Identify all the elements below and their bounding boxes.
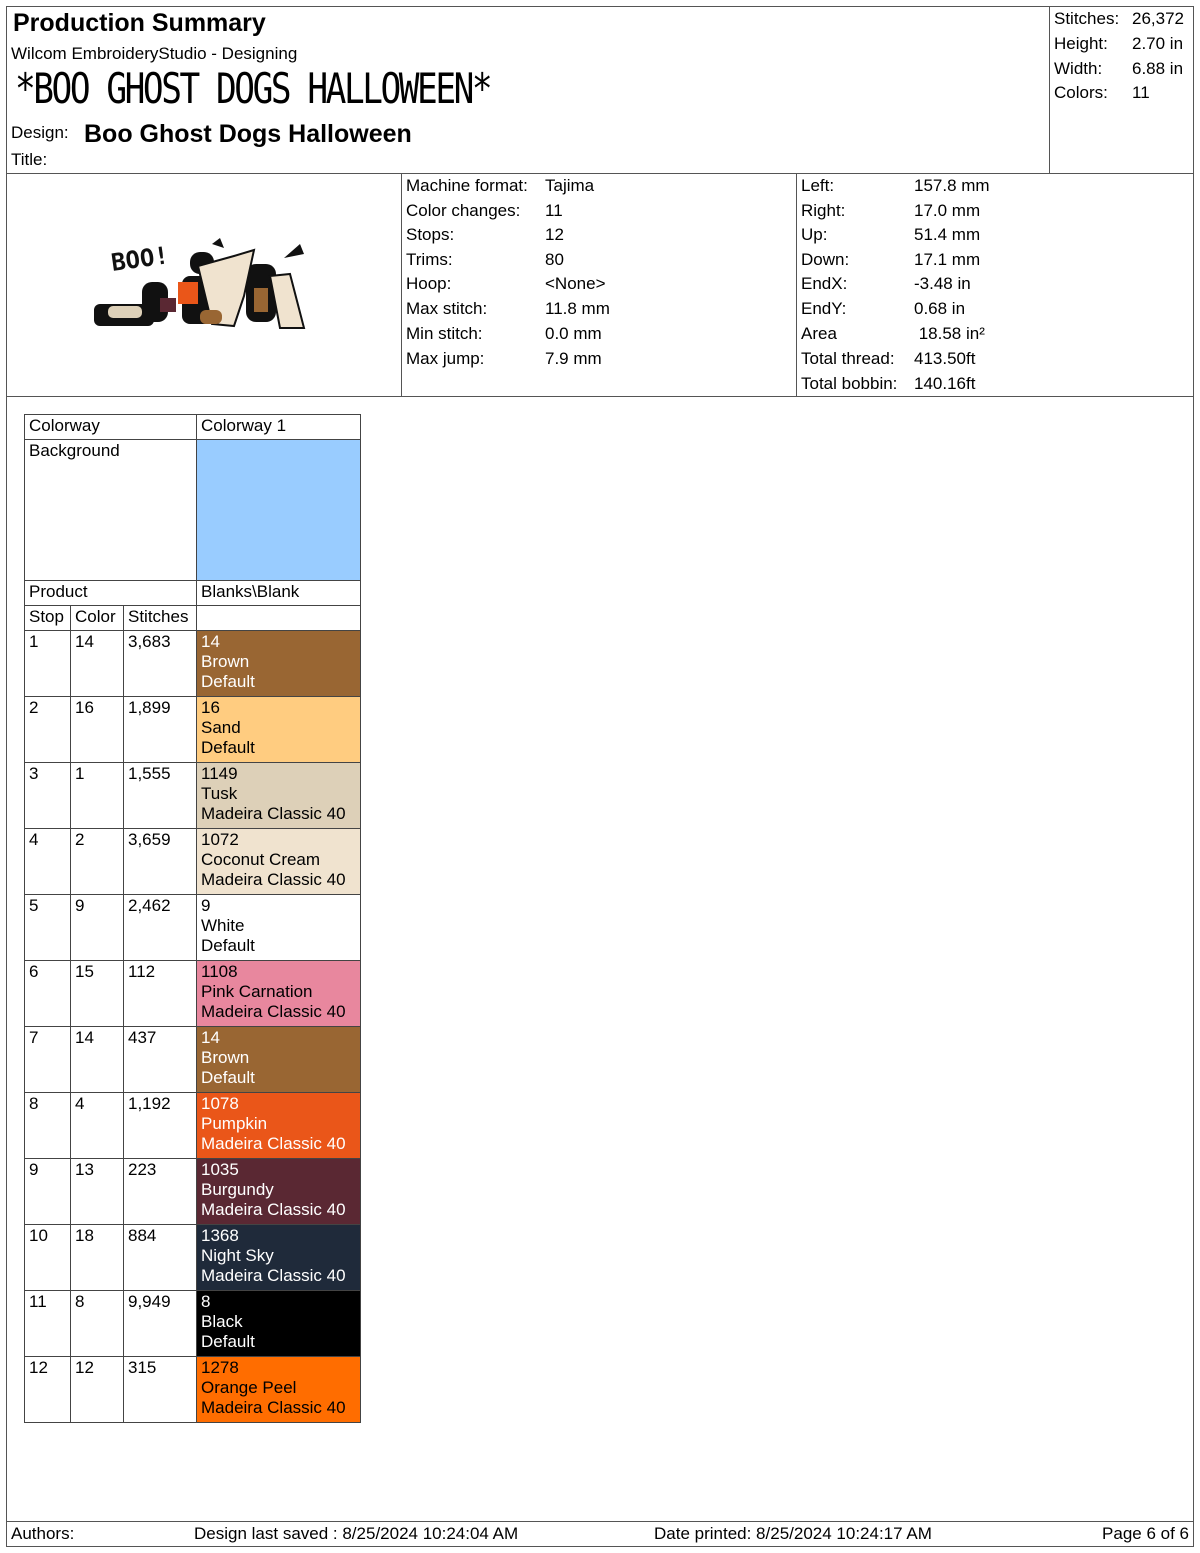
thread-swatch: [197, 1027, 361, 1093]
cell-color: 13: [71, 1159, 124, 1225]
area-row: [801, 324, 985, 344]
cell-stop: 5: [25, 895, 71, 961]
info-label: Down:: [801, 250, 850, 269]
thread-code: 1072: [201, 830, 239, 849]
info-label: EndX:: [801, 274, 848, 293]
cell-stitches: 884: [124, 1225, 197, 1291]
thread-swatch: [197, 961, 361, 1027]
cell-stitches: 437: [124, 1027, 197, 1093]
thread-chart: Madeira Classic 40: [201, 804, 346, 823]
info-label: Color changes:: [406, 201, 521, 220]
thread-chart: Madeira Classic 40: [201, 1200, 346, 1219]
info-label: Total bobbin:: [801, 374, 898, 393]
divider: [401, 174, 402, 397]
stat-label: Stitches:: [1054, 9, 1120, 28]
cell-stop: 4: [25, 829, 71, 895]
table-row: [25, 763, 361, 829]
table-row: [25, 1027, 361, 1093]
endx-row: [801, 274, 971, 294]
colorway-label: Colorway: [25, 415, 197, 440]
table-row: [25, 1225, 361, 1291]
thread-name: Coconut Cream: [201, 850, 321, 869]
thread-chart: Default: [201, 738, 255, 757]
cell-color: 4: [71, 1093, 124, 1159]
stat-value: 6.88 in: [1132, 59, 1184, 78]
app-name: Wilcom EmbroideryStudio - Designing: [11, 44, 298, 63]
info-label: EndY:: [801, 299, 847, 318]
left-row: [801, 176, 990, 196]
table-row: [25, 1093, 361, 1159]
info-value: 7.9 mm: [545, 349, 602, 368]
up-row: [801, 225, 981, 245]
table-row: [25, 829, 361, 895]
stat-colors: [1054, 83, 1150, 103]
thread-chart: Default: [201, 672, 255, 691]
right-row: [801, 201, 981, 221]
cell-color: 9: [71, 895, 124, 961]
thread-code: 1078: [201, 1094, 239, 1113]
cell-stitches: 112: [124, 961, 197, 1027]
down-row: [801, 250, 981, 270]
table-row: [25, 631, 361, 697]
background-row: [25, 440, 361, 581]
cell-stop: 7: [25, 1027, 71, 1093]
cell-stitches: 315: [124, 1357, 197, 1423]
info-label: Total thread:: [801, 349, 895, 368]
cell-color: 2: [71, 829, 124, 895]
info-label: Machine format:: [406, 176, 528, 195]
cell-stop: 10: [25, 1225, 71, 1291]
thread-chart: Default: [201, 936, 255, 955]
thread-swatch: [197, 1291, 361, 1357]
cell-stitches: 2,462: [124, 895, 197, 961]
info-value: <None>: [545, 274, 606, 293]
stats-box: [1049, 6, 1194, 174]
info-value: 51.4 mm: [914, 225, 981, 244]
thread-swatch: [197, 1159, 361, 1225]
info-value: 80: [545, 250, 564, 269]
thread-chart: Madeira Classic 40: [201, 1002, 346, 1021]
thread-chart: Default: [201, 1068, 255, 1087]
cell-stitches: 3,659: [124, 829, 197, 895]
info-label: Stops:: [406, 225, 455, 244]
cell-stop: 9: [25, 1159, 71, 1225]
color-changes-row: [406, 201, 563, 221]
thread-swatch: [197, 763, 361, 829]
thread-code: 9: [201, 896, 211, 915]
header-stop: Stop: [25, 606, 71, 631]
cell-color: 14: [71, 631, 124, 697]
footer-date-printed: Date printed: 8/25/2024 10:24:17 AM: [654, 1524, 932, 1543]
thread-code: 1108: [201, 962, 238, 981]
info-value: 17.0 mm: [914, 201, 981, 220]
cell-stitches: 223: [124, 1159, 197, 1225]
thread-chart: Default: [201, 1332, 255, 1351]
endy-row: [801, 299, 966, 319]
stat-label: Colors:: [1054, 83, 1108, 102]
thread-name: White: [201, 916, 245, 935]
cell-color: 1: [71, 763, 124, 829]
cell-color: 12: [71, 1357, 124, 1423]
max-jump-row: [406, 349, 602, 369]
thread-code: 14: [201, 632, 220, 651]
info-label: Right:: [801, 201, 846, 220]
thread-name: Sand: [201, 718, 241, 737]
header-swatch: [197, 606, 361, 631]
footer-authors: Authors:: [11, 1524, 75, 1543]
total-thread-row: [801, 349, 976, 369]
stat-value: 2.70 in: [1132, 34, 1184, 53]
thread-code: 14: [201, 1028, 220, 1047]
machine-format-row: [406, 176, 595, 196]
hoop-row: [406, 274, 606, 294]
thread-name: Night Sky: [201, 1246, 274, 1265]
thread-code: 1278: [201, 1358, 239, 1377]
stat-value: 11: [1132, 83, 1150, 102]
footer: [6, 1521, 1194, 1547]
cell-stitches: 1,192: [124, 1093, 197, 1159]
info-label: Up:: [801, 225, 828, 244]
cell-stitches: 3,683: [124, 631, 197, 697]
info-label: Hoop:: [406, 274, 452, 293]
info-value: 413.50ft: [914, 349, 976, 368]
preview-boo-text: BOO!: [109, 241, 171, 277]
info-value: 18.58 in²: [914, 324, 985, 343]
cell-color: 14: [71, 1027, 124, 1093]
cell-stitches: 1,899: [124, 697, 197, 763]
table-row: [25, 961, 361, 1027]
header-color: Color: [71, 606, 124, 631]
cell-stop: 6: [25, 961, 71, 1027]
info-value: -3.48 in: [914, 274, 971, 293]
cell-stop: 11: [25, 1291, 71, 1357]
total-bobbin-row: [801, 374, 976, 394]
thread-name: Pumpkin: [201, 1114, 268, 1133]
thread-swatch: [197, 829, 361, 895]
cell-color: 16: [71, 697, 124, 763]
product-row: [25, 581, 361, 606]
footer-last-saved: Design last saved : 8/25/2024 10:24:04 AM: [194, 1524, 519, 1543]
cell-stop: 2: [25, 697, 71, 763]
stat-height: [1054, 34, 1184, 54]
info-value: 12: [545, 225, 564, 244]
thread-name: Burgundy: [201, 1180, 274, 1199]
colorway-row: [25, 415, 361, 440]
colorway-value: Colorway 1: [197, 415, 361, 440]
colorway-table: [24, 414, 361, 1423]
thread-name: Tusk: [201, 784, 238, 803]
stat-label: Width:: [1054, 59, 1103, 78]
cell-color: 18: [71, 1225, 124, 1291]
thread-code: 8: [201, 1292, 211, 1311]
cell-stop: 3: [25, 763, 71, 829]
thread-name: Brown: [201, 652, 250, 671]
info-value: 0.0 mm: [545, 324, 602, 343]
info-value: 0.68 in: [914, 299, 966, 318]
stat-width: [1054, 59, 1184, 79]
max-stitch-row: [406, 299, 610, 319]
title-label: Title:: [11, 150, 48, 169]
stops-row: [406, 225, 564, 245]
stat-stitches: [1054, 9, 1184, 29]
design-label: Design:: [11, 123, 69, 142]
info-value: 11.8 mm: [545, 299, 610, 318]
table-row: [25, 1291, 361, 1357]
header-section: [6, 6, 1194, 174]
design-name-large: *BOO GHOST DOGS HALLOWEEN*: [15, 64, 491, 113]
info-label: Max stitch:: [406, 299, 488, 318]
divider: [796, 174, 797, 397]
thread-chart: Madeira Classic 40: [201, 1266, 346, 1285]
thread-name: Brown: [201, 1048, 250, 1067]
background-swatch: [197, 440, 361, 581]
thread-swatch: [197, 1225, 361, 1291]
thread-swatch: [197, 1357, 361, 1423]
thread-name: Pink Carnation: [201, 982, 313, 1001]
info-label: Trims:: [406, 250, 453, 269]
info-label: Max jump:: [406, 349, 485, 368]
thread-chart: Madeira Classic 40: [201, 870, 346, 889]
info-value: Tajima: [545, 176, 595, 195]
thread-code: 16: [201, 698, 220, 717]
info-value: 157.8 mm: [914, 176, 990, 195]
info-value: 11: [545, 201, 563, 220]
table-row: [25, 1159, 361, 1225]
thread-swatch: [197, 1093, 361, 1159]
info-label: Area: [801, 324, 837, 343]
thread-code: 1035: [201, 1160, 239, 1179]
product-label: Product: [25, 581, 197, 606]
thread-chart: Madeira Classic 40: [201, 1134, 346, 1153]
cell-stop: 1: [25, 631, 71, 697]
design-preview-image: [94, 236, 319, 332]
cell-stitches: 1,555: [124, 763, 197, 829]
table-row: [25, 1357, 361, 1423]
info-section: [6, 174, 1194, 397]
stat-label: Height:: [1054, 34, 1108, 53]
cell-stop: 8: [25, 1093, 71, 1159]
thread-swatch: [197, 697, 361, 763]
footer-page-number: Page 6 of 6: [1102, 1524, 1189, 1543]
header-stitches: Stitches: [124, 606, 197, 631]
min-stitch-row: [406, 324, 602, 344]
thread-swatch: [197, 631, 361, 697]
thread-swatch: [197, 895, 361, 961]
thread-chart: Madeira Classic 40: [201, 1398, 346, 1417]
table-header-row: [25, 606, 361, 631]
cell-stitches: 9,949: [124, 1291, 197, 1357]
thread-name: Black: [201, 1312, 243, 1331]
table-row: [25, 697, 361, 763]
trims-row: [406, 250, 564, 270]
info-label: Min stitch:: [406, 324, 483, 343]
page-title: Production Summary: [13, 9, 266, 37]
stop-rows: [25, 631, 361, 1423]
product-value: Blanks\Blank: [197, 581, 361, 606]
thread-code: 1368: [201, 1226, 239, 1245]
cell-color: 15: [71, 961, 124, 1027]
thread-name: Orange Peel: [201, 1378, 297, 1397]
stat-value: 26,372: [1132, 9, 1184, 28]
cell-color: 8: [71, 1291, 124, 1357]
background-label: Background: [25, 440, 197, 581]
info-value: 140.16ft: [914, 374, 976, 393]
thread-code: 1149: [201, 764, 238, 783]
info-label: Left:: [801, 176, 835, 195]
info-value: 17.1 mm: [914, 250, 981, 269]
table-row: [25, 895, 361, 961]
cell-stop: 12: [25, 1357, 71, 1423]
design-value: Boo Ghost Dogs Halloween: [84, 120, 412, 148]
